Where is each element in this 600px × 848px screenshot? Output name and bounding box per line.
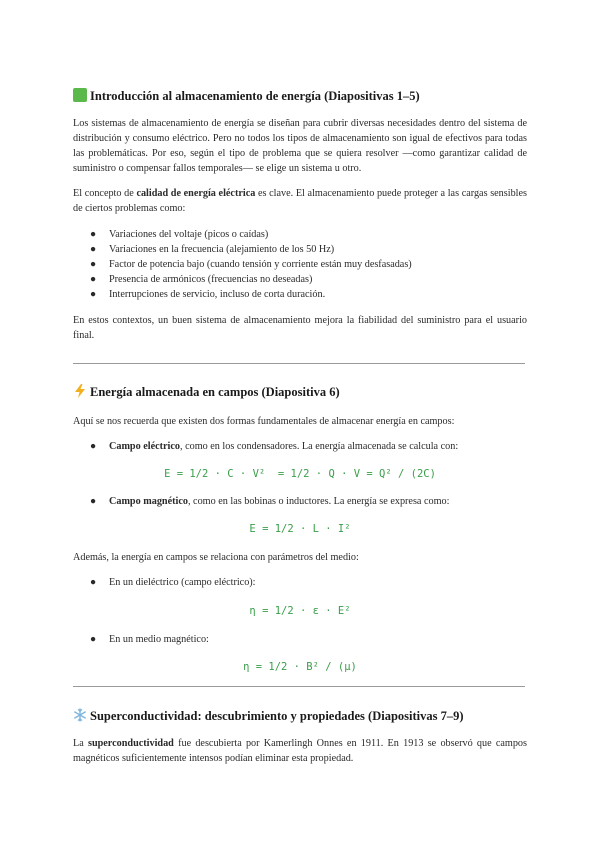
bullet-campo-magnetico: ● Campo magnético, como en las bobinas o inductores. La energía se expresa como: <box>90 496 450 507</box>
formula-magnetic-density: η = 1/2 · B² / (μ) <box>243 661 357 673</box>
formula-capacitor-energy: E = 1/2 · C · V² = 1/2 · Q · V = Q² / (2C) <box>164 468 436 480</box>
green-square-icon <box>73 88 87 102</box>
snowflake-icon <box>73 708 87 722</box>
divider <box>73 363 525 364</box>
divider <box>73 686 525 687</box>
section1-paragraph-2: El concepto de calidad de energía eléctrica es clave. El almacenamiento puede proteger a las cargas sensibles de ciertos problemas como: <box>73 188 527 214</box>
list-item: ● Variaciones en la frecuencia (alejamiento de los 50 Hz) <box>90 244 335 255</box>
formula-dielectric-density: η = 1/2 · ε · E² <box>249 605 351 617</box>
section2-heading: Energía almacenada en campos (Diapositiva 6) <box>73 384 340 400</box>
section2-intro: Aquí se nos recuerda que existen dos formas fundamentales de almacenar energía en campos: <box>73 416 455 427</box>
bullet-campo-electrico: ● Campo eléctrico, como en los condensadores. La energía almacenada se calcula con: <box>90 441 459 452</box>
section3-heading: Superconductividad: descubrimiento y propiedades (Diapositivas 7–9) <box>73 708 464 724</box>
list-item: ● Factor de potencia bajo (cuando tensión y corriente están muy desfasadas) <box>90 259 412 270</box>
section1-paragraph-1: Los sistemas de almacenamiento de energía se diseñan para cubrir diversas necesidades dentro del sistema de distribución y consumo eléctrico. Pero no todos los tipos de almacenamiento son igual de efectivos para todas las problemáticas. Por eso, según el tipo de problema que se quiera resolver —como garantizar calidad de suministro o compensar fallos temporales— se elige un sistema u otro. <box>73 118 527 174</box>
bullet-dielectrico: ● En un dieléctrico (campo eléctrico): <box>90 577 256 588</box>
list-item: ● Variaciones del voltaje (picos o caídas) <box>90 229 269 240</box>
list-item: ● Interrupciones de servicio, incluso de corta duración. <box>90 289 326 300</box>
section2-medium-paragraph: Además, la energía en campos se relaciona con parámetros del medio: <box>73 552 359 563</box>
section1-paragraph-3: En estos contextos, un buen sistema de almacenamiento mejora la fiabilidad del suministro para el usuario final. <box>73 315 527 341</box>
bullet-magnetico: ● En un medio magnético: <box>90 634 209 645</box>
formula-inductor-energy: E = 1/2 · L · I² <box>249 523 351 535</box>
section3-paragraph: La superconductividad fue descubierta por Kamerlingh Onnes en 1911. En 1913 se observó que campos magnéticos suficientemente intensos podían eliminar esta propiedad. <box>73 738 527 764</box>
section1-heading: Introducción al almacenamiento de energía (Diapositivas 1–5) <box>73 88 420 104</box>
list-item: ● Presencia de armónicos (frecuencias no deseadas) <box>90 274 313 285</box>
problem-list <box>73 227 527 302</box>
lightning-icon <box>73 384 87 398</box>
